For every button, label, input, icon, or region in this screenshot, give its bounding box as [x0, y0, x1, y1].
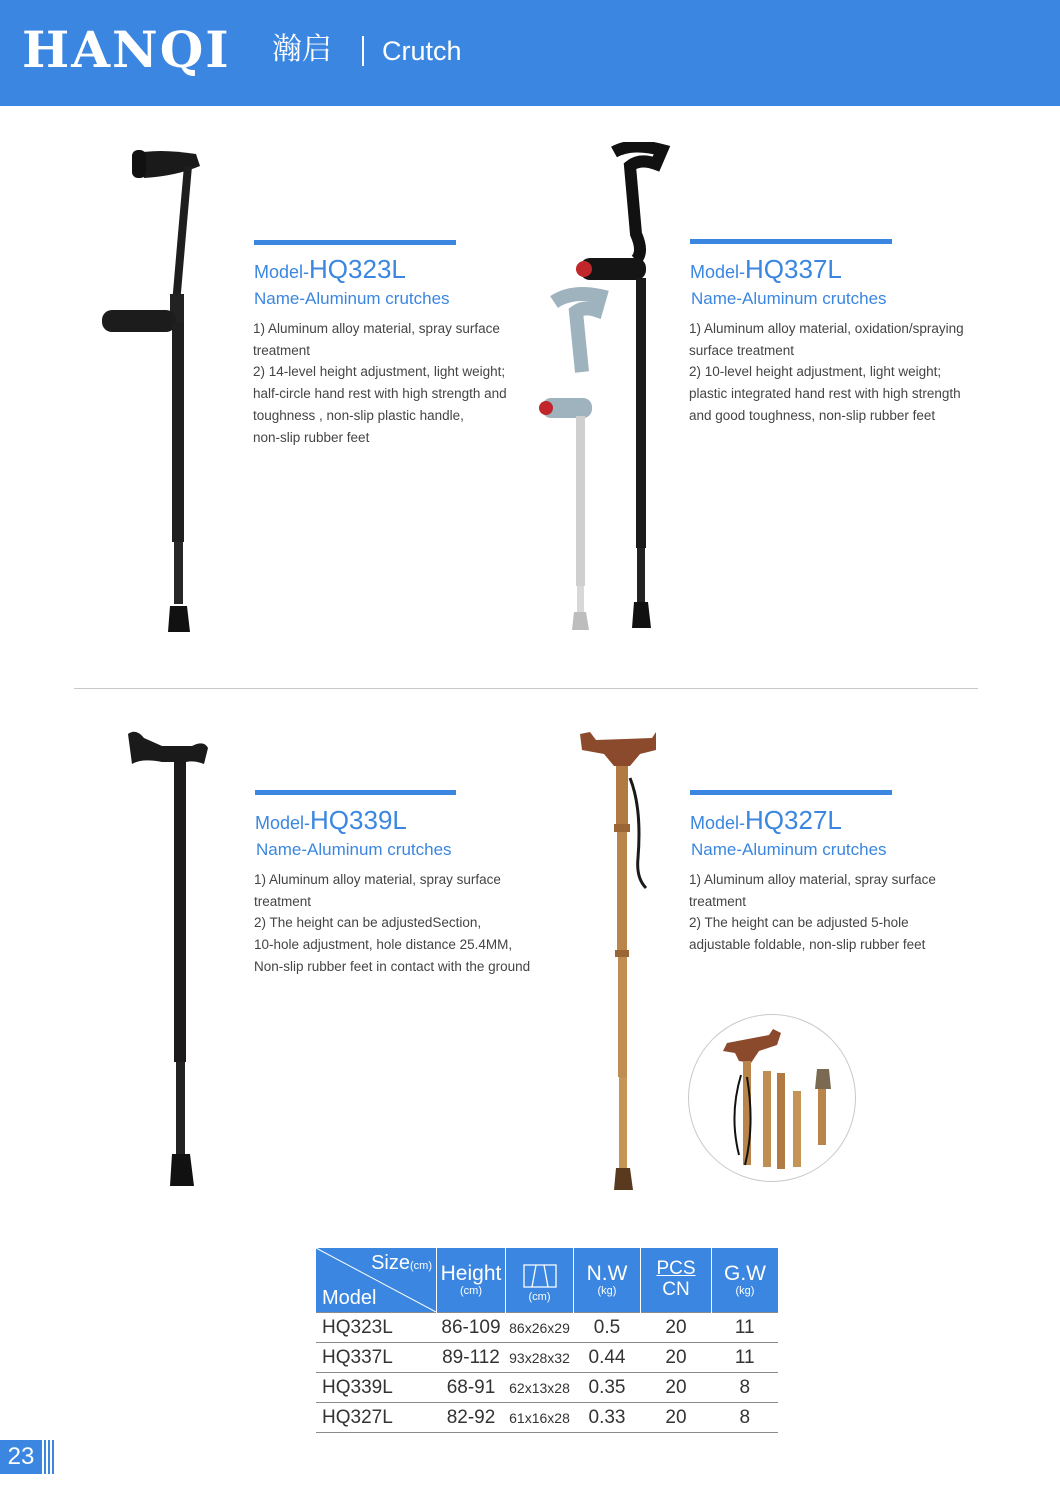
product-name: Name-Aluminum crutches	[691, 289, 887, 308]
height-unit: (cm)	[460, 1284, 482, 1297]
model-label	[255, 805, 407, 836]
cell-net-weight: 0.5	[574, 1313, 641, 1343]
brand-logo: HANQI	[22, 20, 231, 79]
section-divider	[74, 688, 978, 689]
model-rule	[254, 240, 456, 245]
model-prefix: Model-	[690, 262, 746, 282]
cell-model: HQ339L	[316, 1373, 437, 1403]
gw-unit: (kg)	[735, 1284, 755, 1297]
description-line: treatment	[689, 893, 747, 909]
cane-hq339l-image	[120, 728, 220, 1192]
description-line: 1) Aluminum alloy material, oxidation/spraying	[689, 321, 964, 336]
table-row	[316, 1313, 778, 1343]
page-number: 23	[0, 1440, 42, 1474]
cell-model: HQ327L	[316, 1403, 437, 1433]
cell-height: 89-112	[437, 1343, 506, 1373]
cell-model: HQ337L	[316, 1343, 437, 1373]
description-line: plastic integrated hand rest with high strength	[689, 386, 961, 402]
table-row	[316, 1343, 778, 1373]
description-line: 2) The height can be adjustedSection,	[254, 915, 482, 931]
cell-pcs: 20	[641, 1343, 712, 1373]
table-header-row	[316, 1248, 778, 1313]
product-name: Name-Aluminum crutches	[254, 289, 450, 308]
description-line: surface treatment	[689, 342, 795, 358]
cell-model: HQ323L	[316, 1313, 437, 1343]
model-label	[690, 254, 842, 285]
brand-chinese-name: 瀚启	[272, 32, 332, 67]
model-code: HQ323L	[309, 254, 406, 284]
cell-gross-weight: 8	[712, 1403, 779, 1433]
cell-height: 86-109	[437, 1313, 506, 1343]
description-line: treatment	[253, 342, 311, 358]
pcs-per-carton-header	[641, 1248, 712, 1313]
model-code: HQ337L	[745, 254, 842, 284]
description-line: 2) 14-level height adjustment, light weight;	[253, 364, 506, 380]
cell-gross-weight: 11	[712, 1313, 779, 1343]
description-line: 10-hole adjustment, hole distance 25.4MM,	[254, 937, 513, 953]
description-line: 1) Aluminum alloy material, spray surface	[254, 872, 501, 887]
model-label	[254, 254, 406, 285]
cell-gross-weight: 11	[712, 1343, 779, 1373]
model-rule	[690, 239, 892, 244]
cell-pcs: 20	[641, 1313, 712, 1343]
gw-label: G.W	[724, 1261, 766, 1285]
crutch-hq337l-image	[536, 142, 676, 634]
description-line: 1) Aluminum alloy material, spray surface	[689, 872, 936, 887]
product-description	[253, 318, 507, 448]
description-line: half-circle hand rest with high strength and	[253, 386, 507, 402]
folded-cane-illustration	[689, 1015, 855, 1181]
pcs-label: PCS	[656, 1258, 696, 1279]
cell-box-size: 86x26x29	[506, 1313, 574, 1343]
product-description	[254, 869, 530, 978]
cell-net-weight: 0.35	[574, 1373, 641, 1403]
spec-table	[316, 1248, 778, 1433]
description-line: treatment	[254, 893, 312, 909]
cell-pcs: 20	[641, 1403, 712, 1433]
model-code: HQ339L	[310, 805, 407, 835]
header-separator	[362, 36, 364, 66]
model-rule	[690, 790, 892, 795]
model-label	[690, 805, 842, 836]
model-prefix: Model-	[254, 262, 310, 282]
table-row	[316, 1403, 778, 1433]
nw-label: N.W	[586, 1261, 628, 1285]
cane-hq327l-image	[576, 728, 666, 1192]
table-row	[316, 1373, 778, 1403]
cell-height: 82-92	[437, 1403, 506, 1433]
model-header-label: Model	[322, 1287, 377, 1309]
height-label: Height	[440, 1261, 502, 1285]
nw-unit: (kg)	[597, 1284, 617, 1297]
box-size-header	[506, 1248, 574, 1313]
description-line: and good toughness, non-slip rubber feet	[689, 407, 936, 423]
height-header	[437, 1248, 506, 1313]
carton-dimension-icon	[522, 1263, 558, 1289]
description-line: adjustable foldable, non-slip rubber feet	[689, 937, 926, 953]
size-model-header	[316, 1248, 437, 1313]
section-title: Crutch	[382, 36, 462, 66]
cn-label: CN	[662, 1279, 690, 1300]
size-unit: (cm)	[410, 1260, 432, 1272]
page-header	[0, 0, 1060, 106]
cell-net-weight: 0.33	[574, 1403, 641, 1433]
description-line: toughness , non-slip plastic handle,	[253, 407, 464, 423]
model-prefix: Model-	[255, 813, 311, 833]
size-label: Size	[371, 1252, 410, 1274]
cell-box-size: 93x28x32	[506, 1343, 574, 1373]
cell-gross-weight: 8	[712, 1373, 779, 1403]
product-name: Name-Aluminum crutches	[256, 840, 452, 859]
cell-net-weight: 0.44	[574, 1343, 641, 1373]
product-name: Name-Aluminum crutches	[691, 840, 887, 859]
cell-box-size: 61x16x28	[506, 1403, 574, 1433]
size-header-label	[371, 1252, 432, 1275]
cell-height: 68-91	[437, 1373, 506, 1403]
product-description	[689, 869, 936, 956]
description-line: 2) The height can be adjusted 5-hole	[689, 915, 909, 931]
net-weight-header	[574, 1248, 641, 1313]
description-line: non-slip rubber feet	[253, 429, 370, 445]
page-number-stripes	[44, 1440, 56, 1474]
box-size-unit: (cm)	[528, 1290, 551, 1303]
product-description	[689, 318, 964, 427]
model-prefix: Model-	[690, 813, 746, 833]
folded-cane-inset-image	[688, 1014, 856, 1182]
crutch-hq323l-image	[96, 144, 206, 634]
model-code: HQ327L	[745, 805, 842, 835]
cell-pcs: 20	[641, 1373, 712, 1403]
cell-box-size: 62x13x28	[506, 1373, 574, 1403]
model-rule	[255, 790, 456, 795]
description-line: 2) 10-level height adjustment, light weight;	[689, 364, 942, 380]
description-line: Non-slip rubber feet in contact with the ground	[254, 958, 531, 974]
description-line: 1) Aluminum alloy material, spray surface	[253, 321, 500, 336]
gross-weight-header	[712, 1248, 779, 1313]
